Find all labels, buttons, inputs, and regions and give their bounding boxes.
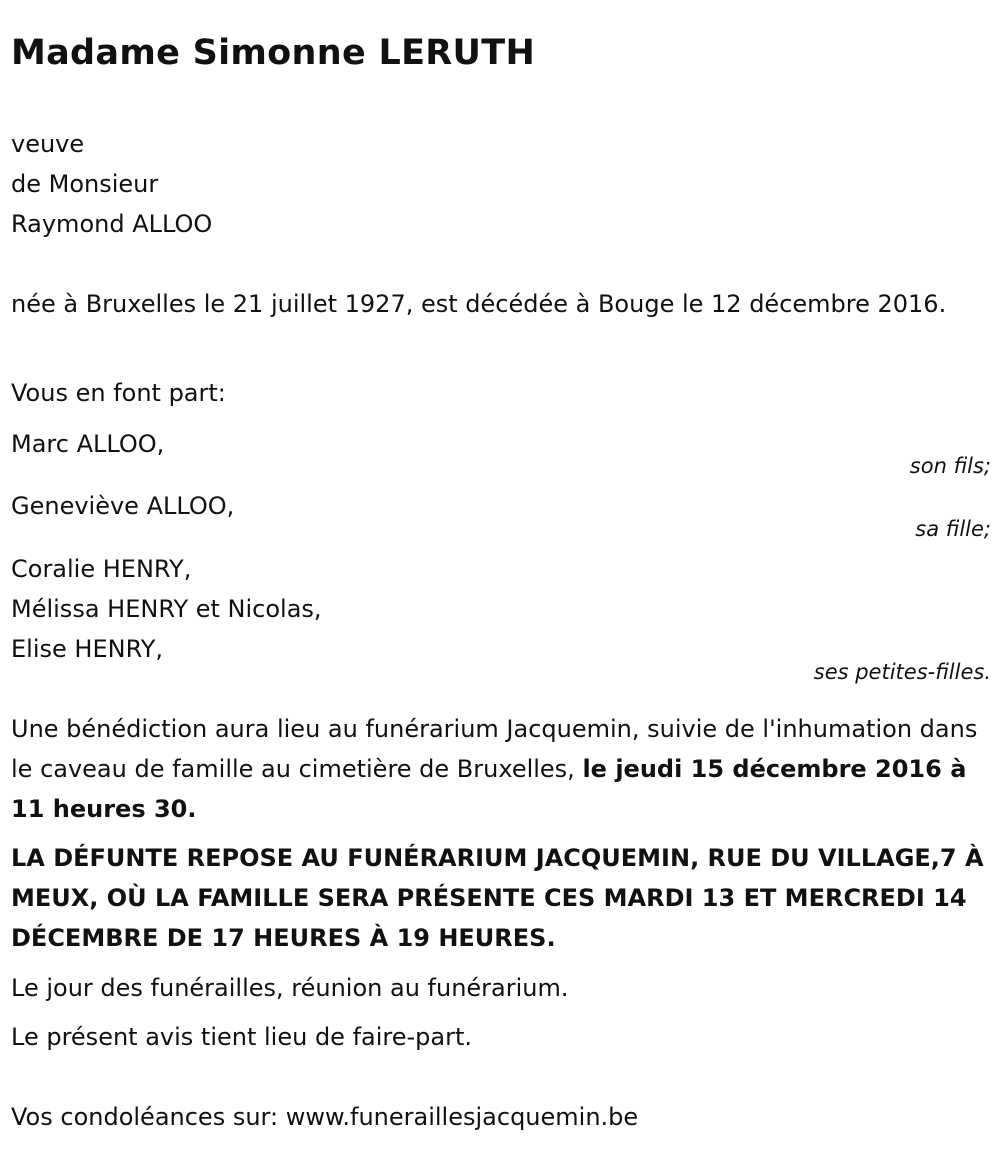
grandchild-3: Elise HENRY, [11,635,163,663]
daughter-role: sa fille; [915,517,991,541]
ceremony-text: Une bénédiction aura lieu au funérarium Jacquemin, suivie de l'inhumation dans le caveau de famille au cimetière de Bruxelles, [11,715,978,783]
widow-label: veuve [11,130,85,158]
ceremony-date: le jeudi 15 décembre 2016 à 11 heures 30. [11,755,967,823]
notice-note: Le présent avis tient lieu de faire-part. [11,1023,473,1051]
page-title: Madame Simonne LERUTH [11,33,536,73]
condolences-link[interactable]: Vos condoléances sur: www.funeraillesjacquemin.be [11,1103,639,1131]
announce-label: Vous en font part: [11,379,226,407]
grandchild-2: Mélissa HENRY et Nicolas, [11,595,322,623]
spouse-prefix: de Monsieur [11,170,159,198]
birth-death-paragraph: née à Bruxelles le 21 juillet 1927, est décédée à Bouge le 12 décembre 2016. [11,290,947,318]
grandchild-1: Coralie HENRY, [11,555,192,583]
son-name: Marc ALLOO, [11,430,165,458]
son-role: son fils; [909,454,991,478]
visitation-paragraph: LA DÉFUNTE REPOSE AU FUNÉRARIUM JACQUEMIN, RUE DU VILLAGE,7 À MEUX, OÙ LA FAMILLE SERA PRÉSENTE CES MARDI 13 ET MERCREDI 14 DÉCEMBRE DE 17 HEURES À 19 HEURES. [11,844,984,952]
spouse-name: Raymond ALLOO [11,210,213,238]
grandchildren-role: ses petites-filles. [813,660,991,684]
meeting-note: Le jour des funérailles, réunion au funérarium. [11,974,569,1002]
ceremony-paragraph [11,709,991,829]
daughter-name: Geneviève ALLOO, [11,492,235,520]
